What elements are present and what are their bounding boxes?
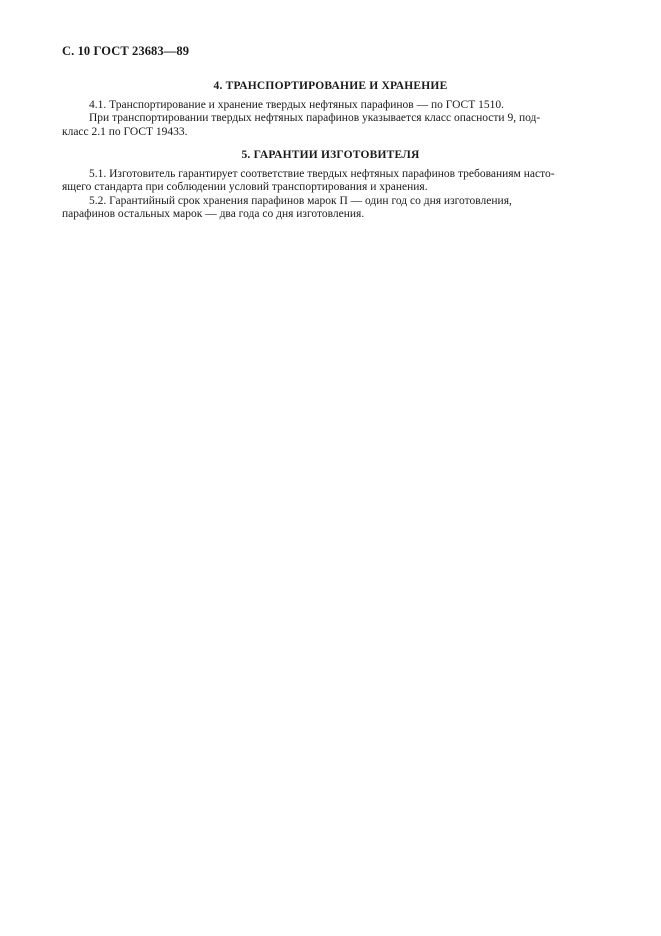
paragraph-5-2-cont: парафинов остальных марок — два года со дня изготовления. [62, 208, 365, 220]
paragraph-5-1: 5.1. Изготовитель гарантирует соответствие твердых нефтяных парафинов требованиям насто- [89, 167, 555, 180]
paragraph-4-1: 4.1. Транспортирование и хранение твердых нефтяных парафинов — по ГОСТ 1510. [89, 98, 505, 111]
section-title: 4. ТРАНСПОРТИРОВАНИЕ И ХРАНЕНИЕ [213, 80, 448, 92]
section-title: 5. ГАРАНТИИ ИЗГОТОВИТЕЛЯ [241, 149, 420, 161]
paragraph-4-1-hazard-cont: класс 2.1 по ГОСТ 19433. [62, 125, 188, 138]
paragraph-5-2: 5.2. Гарантийный срок хранения парафинов марок П — один год со дня изготовления, [89, 194, 512, 207]
section-transport-storage [62, 80, 599, 139]
paragraph-5-1-cont: ящего стандарта при соблюдении условий транспортирования и хранения. [62, 181, 428, 193]
section-manufacturer-warranty [62, 149, 599, 222]
page-header: С. 10 ГОСТ 23683—89 [62, 44, 190, 58]
paragraph-4-1-hazard-line: При транспортировании твердых нефтяных парафинов указывается класс опасности 9, под- [89, 112, 541, 124]
